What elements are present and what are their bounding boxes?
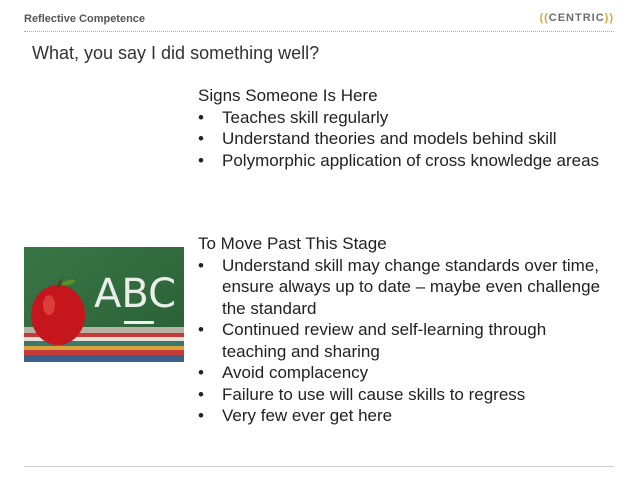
header-divider	[24, 31, 614, 32]
list-item: • Understand theories and models behind skill	[198, 128, 608, 150]
logo-right-paren: ))	[604, 12, 614, 24]
signs-heading: Signs Someone Is Here	[198, 86, 378, 105]
logo-left-paren: ((	[539, 12, 549, 24]
signs-section	[198, 85, 608, 171]
list-item: • Polymorphic application of cross knowledge areas	[198, 150, 608, 172]
centric-logo	[539, 12, 614, 24]
chalk-stick	[124, 321, 154, 324]
list-item: • Avoid complacency	[198, 362, 608, 384]
list-item: • Failure to use will cause skills to regress	[198, 384, 608, 406]
move-past-heading: To Move Past This Stage	[198, 234, 387, 253]
move-past-section	[198, 233, 608, 427]
signs-list	[198, 107, 608, 172]
move-past-list	[198, 255, 608, 427]
logo-word: CENTRIC	[548, 12, 605, 24]
list-item: • Understand skill may change standards over time, ensure always up to date – maybe even challenge the standard	[198, 255, 608, 320]
header-title: Reflective Competence	[24, 13, 146, 25]
slide-title: What, you say I did something well?	[32, 43, 320, 63]
chalk-text: ABC	[94, 271, 177, 317]
list-item: • Teaches skill regularly	[198, 107, 608, 129]
apple	[31, 285, 85, 345]
footer-divider	[24, 466, 614, 467]
list-item: • Continued review and self-learning through teaching and sharing	[198, 319, 608, 362]
apple-chalkboard-image	[24, 247, 184, 362]
list-item: • Very few ever get here	[198, 405, 608, 427]
